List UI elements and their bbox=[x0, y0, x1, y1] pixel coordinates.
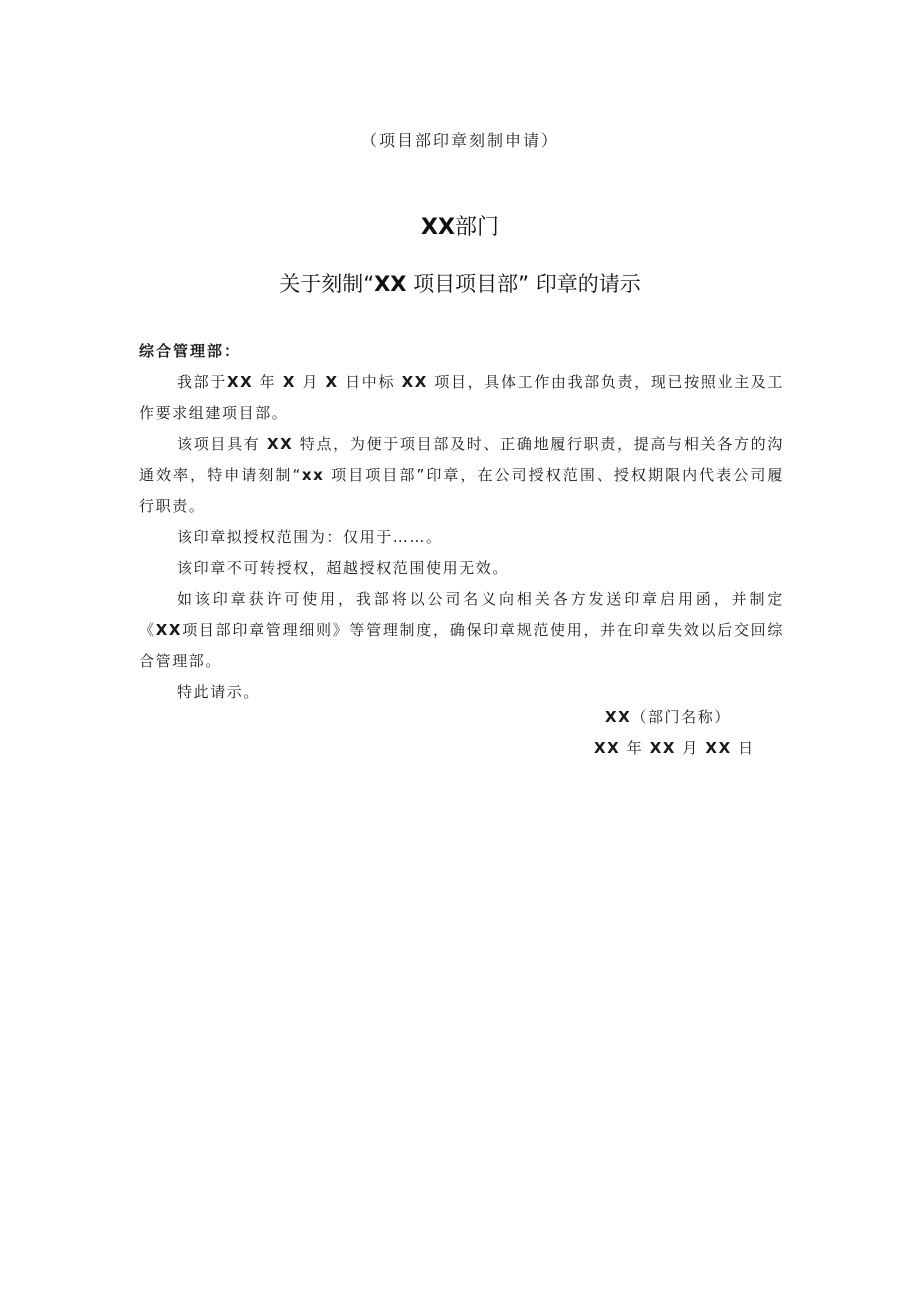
p1-text-a: 我部于 bbox=[177, 373, 227, 391]
p5-text-a: 如该印章获许可使用，我部将以公司名义向相关各方发送印章启用函，并制定《 bbox=[139, 590, 784, 639]
signature-dept-code: XX bbox=[605, 708, 632, 726]
addressee: 综合管理部： bbox=[139, 342, 242, 360]
p1-code-day: X bbox=[325, 373, 339, 391]
document-title-department bbox=[0, 210, 920, 241]
document-title-subject bbox=[0, 268, 920, 298]
p2-text-a: 该项目具有 bbox=[177, 435, 261, 453]
p1-month-label: 月 bbox=[302, 373, 320, 391]
signature-dept-text: （部门名称） bbox=[631, 708, 731, 726]
title-subject-pre: 关于刻制“ bbox=[279, 272, 375, 296]
document-body bbox=[139, 336, 784, 708]
paragraph-1 bbox=[139, 367, 784, 429]
p2-code-feature: XX bbox=[266, 435, 294, 453]
p2-text-c: 特点，为便于项目部及时、正确地履行职责，提高与相关各方的沟通效率，特申请刻制“ bbox=[139, 435, 784, 484]
date-day: XX bbox=[705, 739, 732, 757]
date-year: XX bbox=[594, 739, 621, 757]
p1-day-label: 日中标 bbox=[345, 373, 396, 391]
p1-text-rest: 项目，具体工作由我部负责，现已按照业主及工作要求组建项目部。 bbox=[139, 373, 785, 422]
document-subtitle: （项目部印章刻制申请） bbox=[360, 131, 559, 150]
date-month-label: 月 bbox=[682, 739, 700, 757]
p2-code-project: xx bbox=[301, 466, 325, 484]
p5-code-project: XX bbox=[155, 621, 183, 639]
title-dept-text: 部门 bbox=[454, 215, 499, 240]
date-year-label: 年 bbox=[626, 739, 644, 757]
signature-date bbox=[594, 737, 755, 758]
paragraph-5 bbox=[139, 584, 784, 677]
title-subject-post: 印章的请示 bbox=[535, 272, 641, 296]
title-subject-code: XX bbox=[374, 272, 407, 296]
p1-year-label: 年 bbox=[259, 373, 277, 391]
p5-text-rest: 项目部印章管理细则》等管理制度，确保印章规范使用，并在印章失效以后交回综合管理部。 bbox=[139, 621, 784, 670]
p1-code-year: XX bbox=[226, 373, 254, 391]
date-month: XX bbox=[649, 739, 677, 757]
p1-code-project: XX bbox=[401, 373, 428, 391]
paragraph-4: 该印章不可转授权，超越授权范围使用无效。 bbox=[177, 559, 510, 577]
date-day-label: 日 bbox=[738, 739, 755, 757]
paragraph-6: 特此请示。 bbox=[177, 683, 261, 701]
paragraph-3: 该印章拟授权范围为：仅用于……。 bbox=[177, 528, 443, 546]
title-subject-mid: 项目项目部” bbox=[413, 272, 530, 296]
signature-department bbox=[605, 706, 731, 727]
title-dept-code: XX bbox=[421, 215, 455, 240]
paragraph-2 bbox=[139, 429, 784, 522]
p1-code-month: X bbox=[282, 373, 297, 391]
p2-text-rest: 项目项目部”印章，在公司授权范围、授权期限内代表公司履行职责。 bbox=[139, 466, 784, 515]
